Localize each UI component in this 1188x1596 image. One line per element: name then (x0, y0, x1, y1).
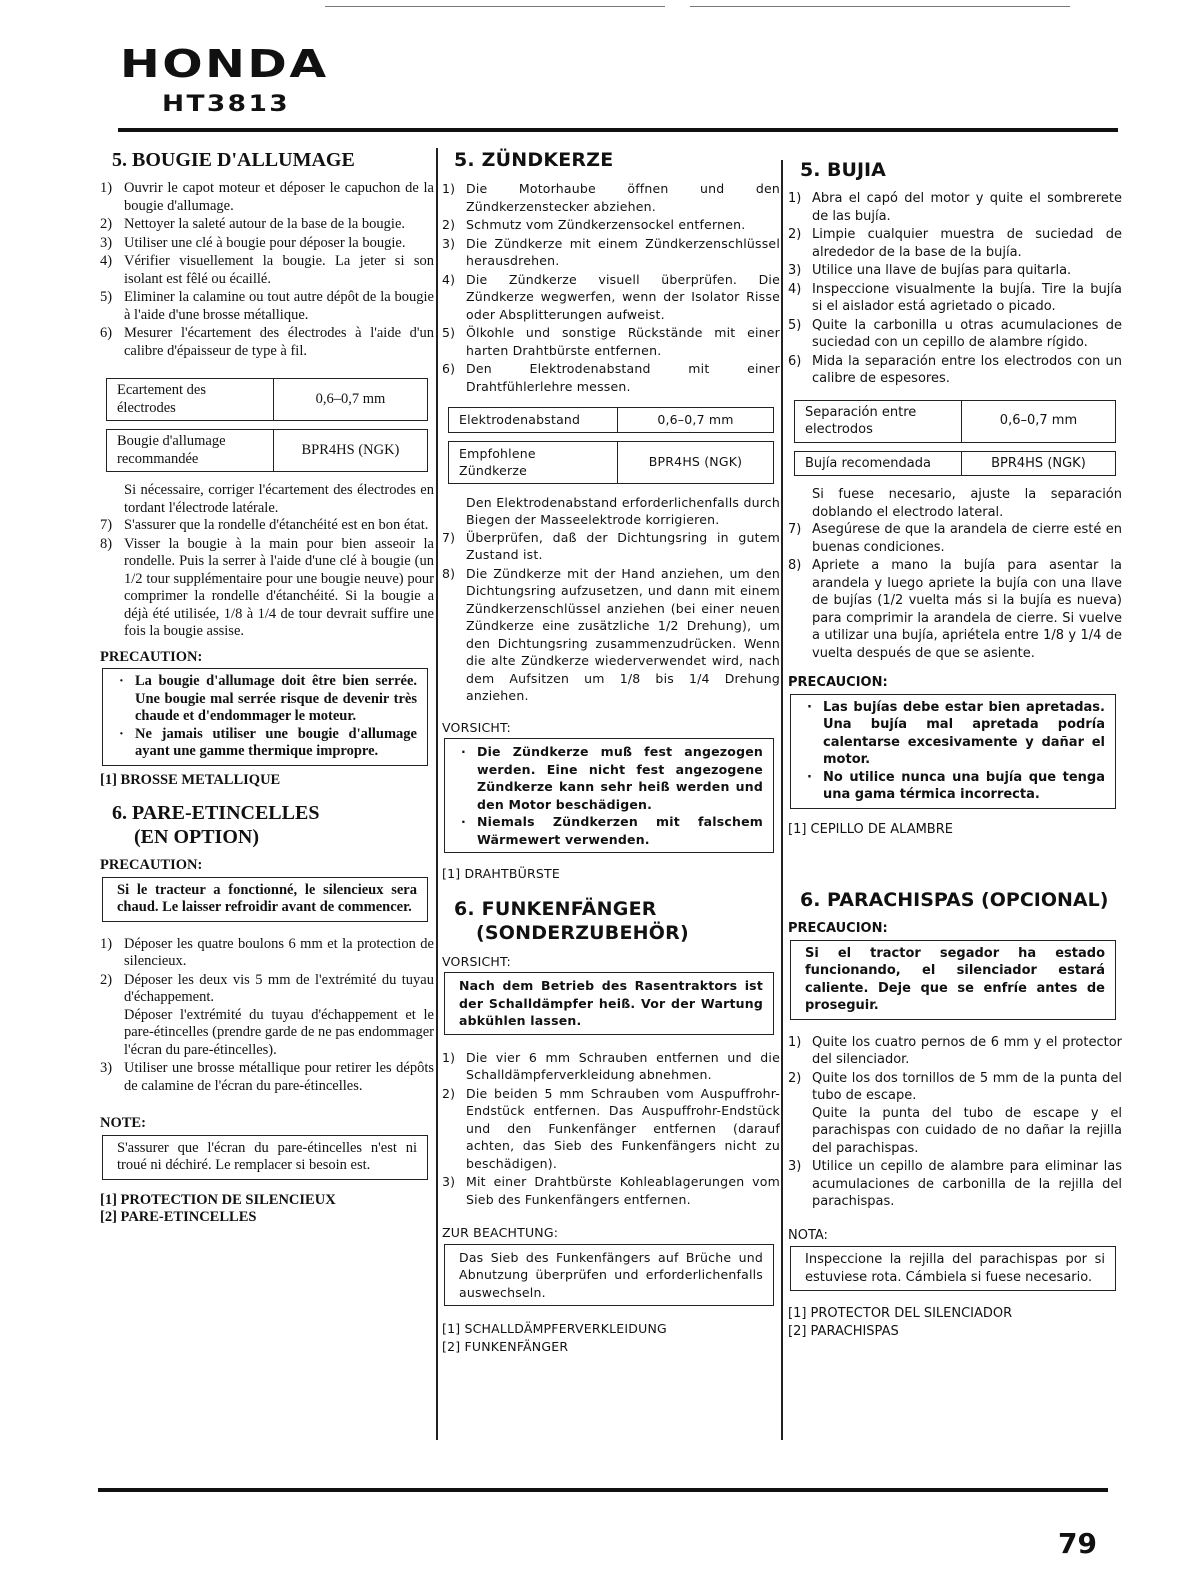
reference-list (98, 1192, 434, 1227)
reference-item: [2] PARE-ETINCELLES (100, 1209, 257, 1225)
step-list (98, 180, 434, 360)
step: 4) Die Zündkerze visuell überprüfen. Die Zündkerze wegwerfen, wenn der Isolator Risse oder Absplitterungen aufweist. (442, 271, 780, 322)
step-list (786, 521, 1122, 662)
step-list (440, 529, 780, 705)
precaution-box (790, 694, 1116, 809)
column-divider (781, 160, 783, 1440)
step: 1) Déposer les quatre boulons 6 mm et la protection de silencieux. (100, 935, 434, 969)
note-label: ZUR BEACHTUNG: (442, 1225, 559, 1240)
step: 7) Überprüfen, daß der Dichtungsring in gutem Zustand ist. (442, 529, 780, 562)
spec-table (448, 407, 774, 433)
spanish-column (786, 138, 1122, 1340)
reference-item: [2] PARACHISPAS (788, 1323, 899, 1339)
step: 7) S'assurer que la rondelle d'étanchéité est en bon état. (100, 517, 429, 533)
step: 2) Die beiden 5 mm Schrauben vom Auspuffrohr-Endstück entfernen. Das Auspuffrohr-Endstück und den Funkenfänger entfernen (darauf achten, das Sieb des Funkenfängers nicht zu beschädigen). (442, 1085, 780, 1171)
step: 8) Visser la bougie à la main pour bien asseoir la rondelle. Puis la serrer à l'aide d'une clé à bougie (un 1/2 tour supplémentaire pour une bougie neuve) pour comprimer la rondelle d'étanchéité. Si la bougie a déjà été utilisée, 1/8 à 1/4 de tour devrait suffire une fois la bougie assise. (100, 535, 434, 639)
caution-item: · Niemals Zündkerzen mit falschem Wärmewert verwenden. (459, 813, 763, 848)
reference-list (786, 821, 1122, 839)
precaution-box (444, 738, 774, 853)
paragraph: Si nécessaire, corriger l'écartement des électrodes en tordant l'électrode latérale. (124, 482, 434, 516)
step: 3) Utiliser une clé à bougie pour déposer la bougie. (100, 234, 406, 251)
reference-item: [1] PROTECTION DE SILENCIEUX (100, 1191, 336, 1208)
step: 7) Asegúrese de que la arandela de cierre esté en buenas condiciones. (788, 522, 1122, 555)
step: 6) Mida la separación entre los electrodos con un calibre de espesores. (788, 353, 1122, 386)
step: 2) Déposer les deux vis 5 mm de l'extrémité du tuyau d'échappement. Déposer l'extrémité du tuyau d'échappement et le pare-étincelles (prendre garde de ne pas endommager l'écran du pare-étincelles). (100, 971, 434, 1058)
spec-value: BPR4HS (NGK) (618, 441, 774, 483)
caution-item: · Las bujías debe estar bien apretadas. Una bujía mal apretada podría calentarse excesivamente y dañar el motor. (805, 699, 1105, 769)
spec-value: 0,6–0,7 mm (618, 408, 774, 433)
step: 8) Apriete a mano la bujía para asentar la arandela y luego apriete la bujía con una llave de bujías (1/2 vuelta más si la bujía es nueva) para comprimir la arandela de cierre. Si vuelve a utilizar una bujía, apriétela entre 1/8 y 1/4 de vuelta después de que se asiente. (788, 558, 1122, 661)
spec-label: Ecartement des électrodes (107, 379, 274, 421)
step: 6) Den Elektrodenabstand mit einer Drahtfühlerlehre messen. (442, 361, 780, 394)
german-column (440, 138, 780, 1355)
caution-item: · Ne jamais utiliser une bougie d'allumage ayant une gamme thermique impropre. (117, 726, 417, 761)
precaution-label: PRECAUTION: (100, 648, 203, 665)
step: 2) Nettoyer la saleté autour de la base de la bougie. (100, 216, 406, 232)
reference-list (440, 1320, 780, 1355)
header-rule (118, 128, 1118, 132)
step: 1) Quite los cuatro pernos de 6 mm y el protector del silenciador. (788, 1034, 1122, 1067)
step: 3) Mit einer Drahtbürste Kohleablagerungen vom Sieb des Funkenfängers entfernen. (442, 1174, 780, 1207)
top-scan-line (690, 6, 1070, 7)
step-list (440, 1049, 780, 1209)
reference-item: [1] CEPILLO DE ALAMBRE (788, 821, 953, 837)
step: 2) Schmutz vom Zündkerzensockel entfernen. (442, 217, 746, 232)
step: 4) Inspeccione visualmente la bujía. Tire la bujía si el aislador está agrietado o picado. (788, 281, 1122, 314)
spec-label: Elektrodenabstand (449, 408, 618, 433)
precaution-box: Si le tracteur a fonctionné, le silencieux sera chaud. Le laisser refroidir avant de commencer. (102, 877, 428, 922)
top-scan-line (325, 6, 665, 7)
note-label: NOTA: (788, 1227, 828, 1243)
precaution-box: Nach dem Betrieb des Rasentraktors ist der Schalldämpfer heiß. Vor der Wartung abkühlen lassen. (444, 972, 774, 1035)
precaution-label: VORSICHT: (442, 953, 511, 969)
paragraph: Si fuese necesario, ajuste la separación doblando el electrodo lateral. (812, 487, 1122, 520)
step: 5) Quite la carbonilla u otras acumulaciones de suciedad con un cepillo de alambre rígido. (788, 317, 1122, 350)
step: 4) Vérifier visuellement la bougie. La jeter si son isolant est fêlé ou écaillé. (100, 253, 434, 287)
spec-value: 0,6–0,7 mm (961, 400, 1115, 442)
step: 1) Die vier 6 mm Schrauben entfernen und die Schalldämpferverkleidung abnehmen. (442, 1049, 780, 1082)
step: 6) Mesurer l'écartement des électrodes à l'aide d'un calibre d'épaisseur de type à fil. (100, 325, 434, 359)
step: 5) Eliminer la calamine ou tout autre dépôt de la bougie à l'aide d'une brosse métallique. (100, 289, 434, 323)
spec-value: 0,6–0,7 mm (273, 379, 427, 421)
spec-label: Empfohlene Zündkerze (449, 441, 618, 483)
model-number: HT3813 (162, 92, 290, 117)
step: 3) Utiliser une brosse métallique pour retirer les dépôts de calamine de l'écran du pare-étincelles. (100, 1060, 434, 1094)
step: 2) Limpie cualquier muestra de suciedad de alrededor de la base de la bujía. (788, 227, 1122, 260)
reference-item: [2] FUNKENFÄNGER (442, 1338, 569, 1354)
step-list (440, 180, 780, 395)
spec-label: Bujía recomendada (795, 451, 962, 476)
spec-table (106, 429, 428, 472)
caution-item: · Die Zündkerze muß fest angezogen werden. Eine nicht fest angezogene Zündkerze kann sehr heiß werden und den Motor beschädigen. (459, 743, 763, 813)
spec-value: BPR4HS (NGK) (961, 451, 1115, 476)
precaution-label: PRECAUCION: (788, 921, 888, 936)
reference-item: [1] BROSSE METALLIQUE (100, 771, 281, 788)
step-list (786, 190, 1122, 388)
spec-value: BPR4HS (NGK) (273, 430, 427, 472)
note-label: NOTE: (100, 1115, 146, 1131)
french-column (98, 138, 434, 1227)
step: 1) Abra el capó del motor y quite el sombrerete de las bujía. (788, 191, 1122, 224)
section-title: 5. BOUGIE D'ALLUMAGE (112, 149, 355, 171)
section-title: 5. BUJIA (800, 159, 886, 181)
precaution-box (102, 668, 428, 766)
precaution-label: PRECAUCION: (788, 675, 888, 690)
reference-list (786, 1305, 1122, 1340)
step: 2) Quite los dos tornillos de 5 mm de la punta del tubo de escape. Quite la punta del tubo de escape y el parachispas con cuidado de no dañar la rejilla del parachispas. (788, 1070, 1122, 1156)
step: 3) Utilice una llave de bujías para quitarla. (788, 263, 1072, 278)
page-number: 79 (1058, 1527, 1097, 1560)
footer-rule (98, 1488, 1108, 1492)
step: 5) Ölkohle und sonstige Rückstände mit einer harten Drahtbürste entfernen. (442, 325, 780, 358)
step: 3) Utilice un cepillo de alambre para eliminar las acumulaciones de carbonilla de la rejilla del parachispas. (788, 1159, 1122, 1209)
section-title: 5. ZÜNDKERZE (454, 149, 614, 171)
spec-table (794, 451, 1116, 477)
step-list (98, 936, 434, 1096)
caution-item: · La bougie d'allumage doit être bien serrée. Une bougie mal serrée risque de devenir très chaude et d'endommager le moteur. (117, 673, 417, 726)
caution-item: · No utilice nunca una bujía que tenga una gama térmica incorrecta. (805, 769, 1105, 804)
spec-table (794, 400, 1116, 443)
section-title: 6. PARE-ETINCELLES (EN OPTION) (112, 802, 320, 848)
reference-item: [1] PROTECTOR DEL SILENCIADOR (788, 1306, 1013, 1321)
spec-label: Bougie d'allumage recommandée (107, 430, 274, 472)
step-list (786, 1034, 1122, 1211)
spec-table (106, 378, 428, 421)
reference-list (440, 865, 780, 883)
spec-table (448, 441, 774, 484)
step: 1) Ouvrir le capot moteur et déposer le capuchon de la bougie d'allumage. (100, 180, 434, 214)
step: 1) Die Motorhaube öffnen und den Zündkerzenstecker abziehen. (442, 181, 780, 214)
step: 8) Die Zündkerze mit der Hand anziehen, um den Dichtungsring aufzusetzen, und dann mit einem Zündkerzenschlüssel anziehen (bei einer neuen Zündkerze eine zusätzliche 1/2 Drehung), um den Dichtungsring zusammenzudrücken. Wenn die alte Zündkerze wiederverwendet wird, nach dem Aufsitzen um 1/8 bis 1/4 Drehung anziehen. (442, 565, 780, 703)
paragraph: Den Elektrodenabstand erforderlichenfalls durch Biegen der Masseelektrode korrigieren. (466, 494, 780, 527)
note-box: S'assurer que l'écran du pare-étincelles n'est ni troué ni déchiré. Le remplacer si besoin est. (102, 1135, 428, 1180)
note-box: Das Sieb des Funkenfängers auf Brüche und Abnutzung überprüfen und erforderlichenfalls auswechseln. (444, 1244, 774, 1307)
precaution-box: Si el tractor segador ha estado funcionando, el silenciador estará caliente. Deje que se enfríe antes de proseguir. (790, 940, 1116, 1020)
brand-logo: HONDA (120, 42, 329, 86)
precaution-label: PRECAUTION: (100, 857, 203, 873)
column-divider (436, 148, 438, 1440)
section-title: 6. FUNKENFÄNGER (SONDERZUBEHÖR) (454, 897, 689, 944)
reference-item: [1] SCHALLDÄMPFERVERKLEIDUNG (442, 1321, 667, 1336)
reference-list (98, 772, 434, 790)
precaution-label: VORSICHT: (442, 719, 511, 735)
step: 3) Die Zündkerze mit einem Zündkerzenschlüssel herausdrehen. (442, 235, 780, 268)
step-list (98, 517, 434, 641)
reference-item: [1] DRAHTBÜRSTE (442, 866, 560, 881)
section-title: 6. PARACHISPAS (OPCIONAL) (800, 889, 1109, 911)
spec-label: Separación entre electrodos (795, 400, 962, 442)
note-box: Inspeccione la rejilla del parachispas por si estuviese rota. Cámbiela si fuese necesario. (790, 1246, 1116, 1291)
